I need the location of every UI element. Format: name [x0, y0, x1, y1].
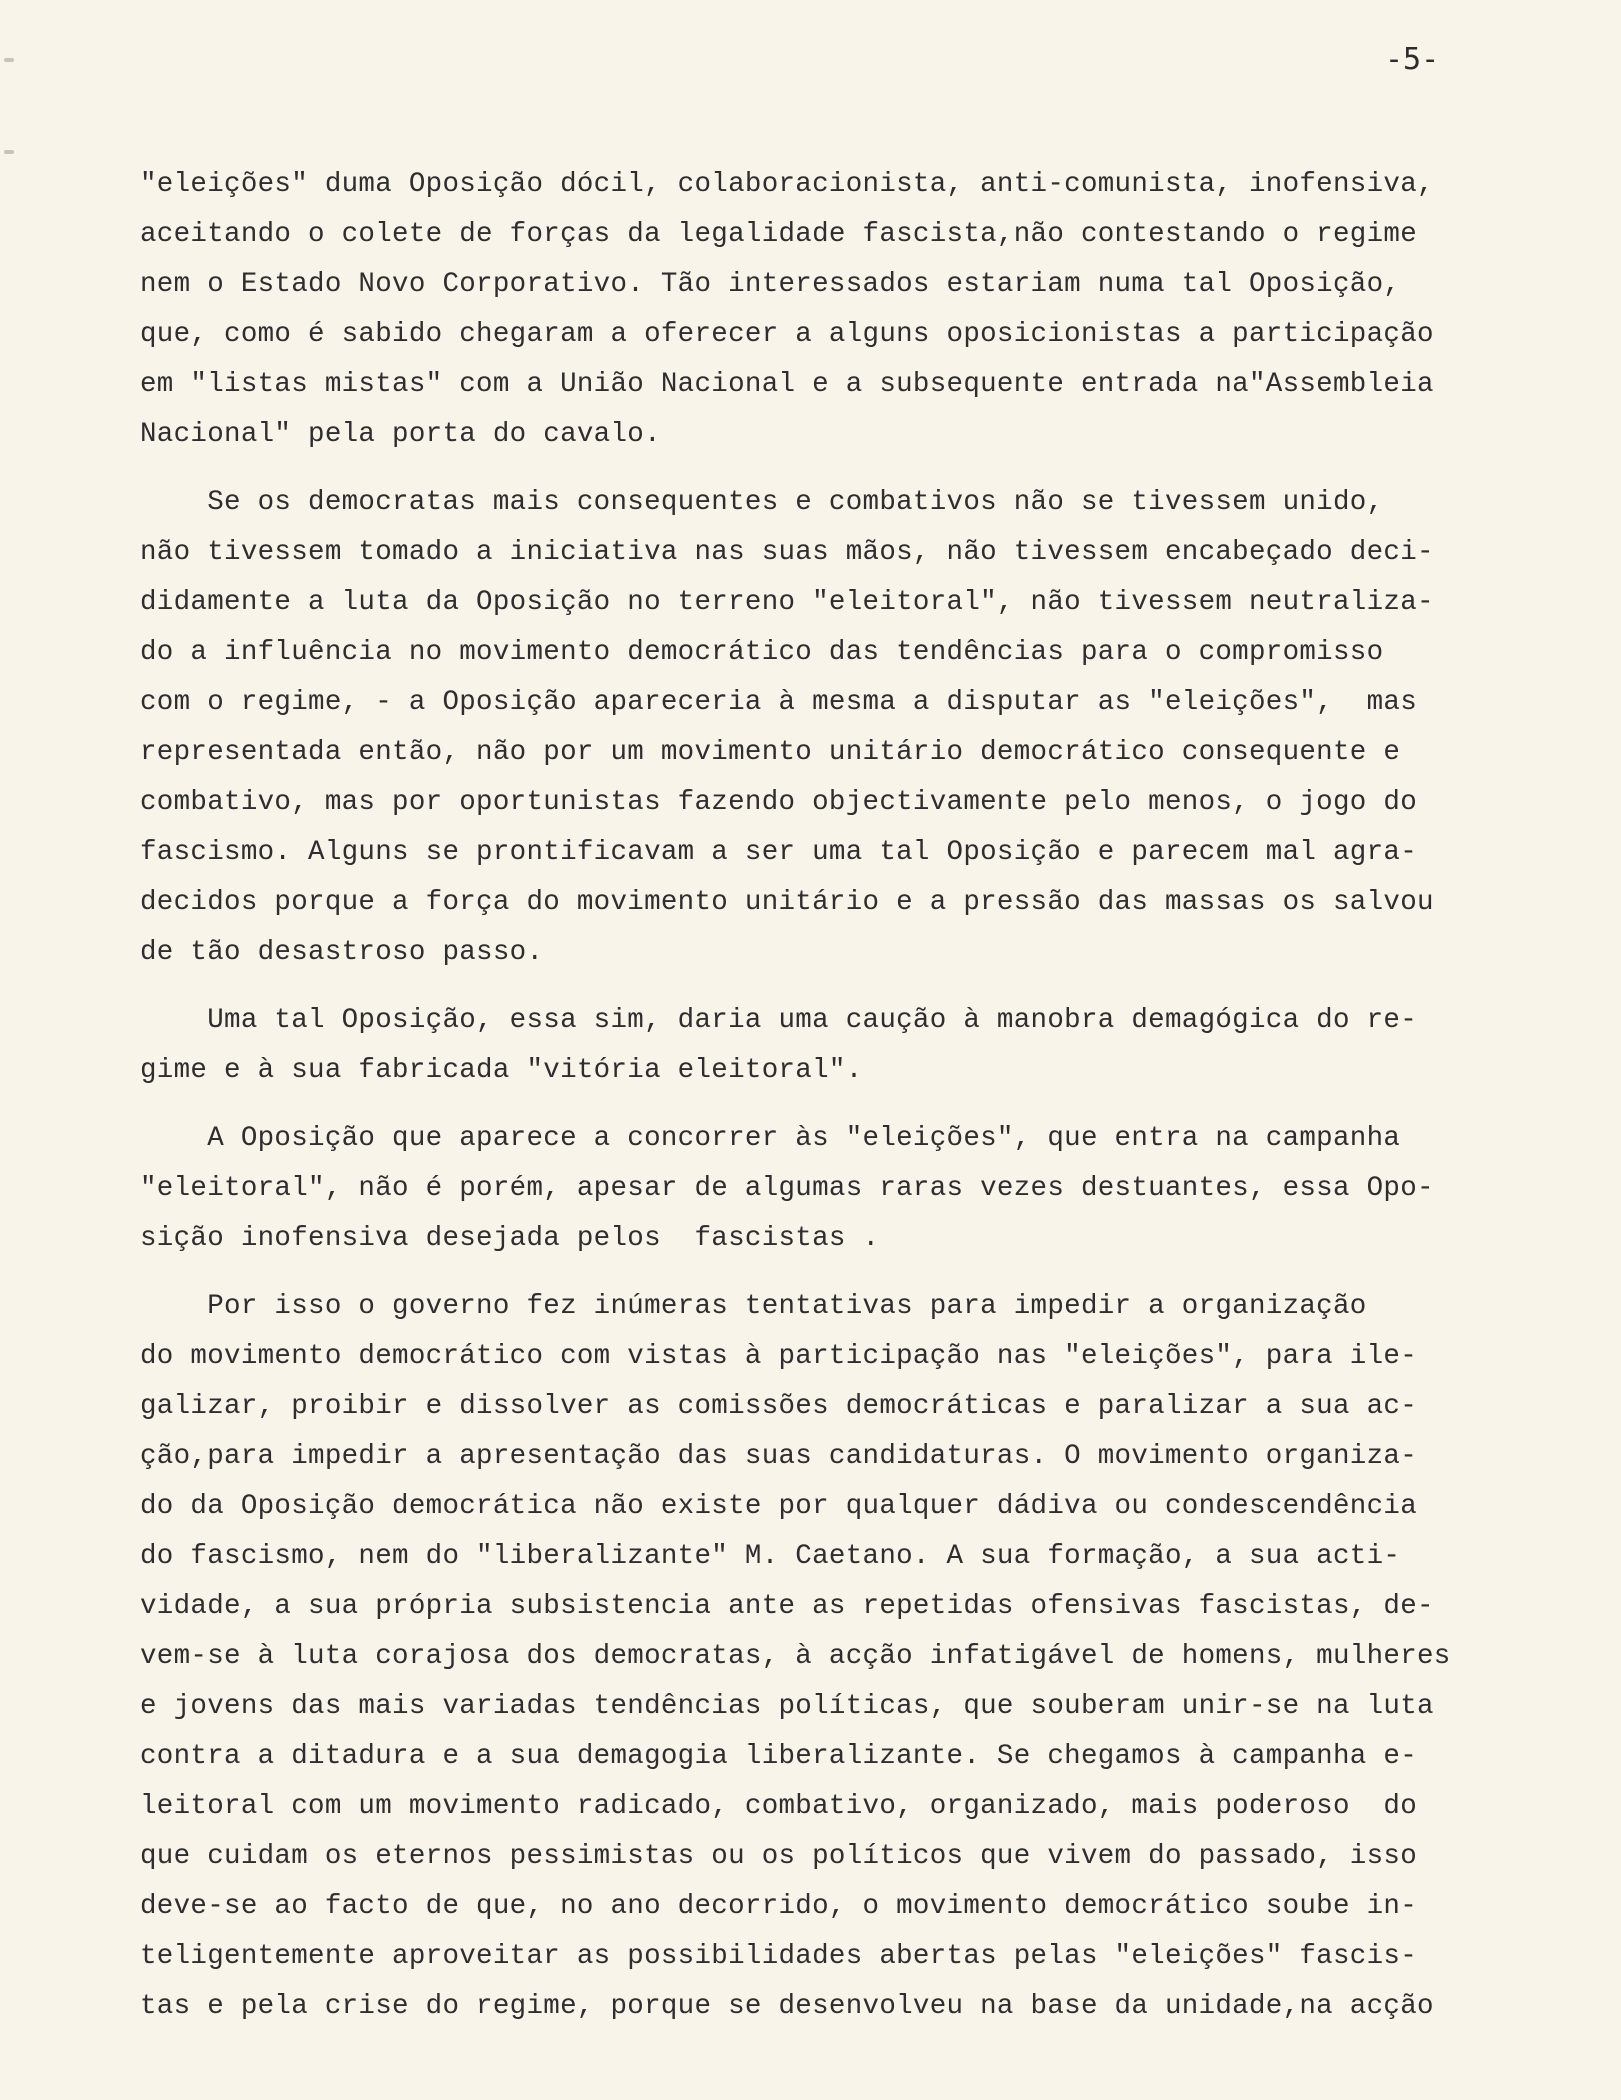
- text-line: Por isso o governo fez inúmeras tentativas para impedir a organização: [140, 1291, 1367, 1322]
- document-body: [140, 160, 1560, 2050]
- text-line: que cuidam os eternos pessimistas ou os políticos que vivem do passado, isso: [140, 1841, 1418, 1872]
- text-line: não tivessem tomado a iniciativa nas suas mãos, não tivessem encabeçado deci-: [140, 537, 1434, 568]
- text-line: gime e à sua fabricada "vitória eleitoral".: [140, 1055, 863, 1086]
- text-line: representada então, não por um movimento unitário democrático consequente e: [140, 737, 1401, 768]
- text-line: deve-se ao facto de que, no ano decorrido, o movimento democrático soube in-: [140, 1891, 1418, 1922]
- text-line: vidade, a sua própria subsistencia ante as repetidas ofensivas fascistas, de-: [140, 1591, 1434, 1622]
- margin-mark: [4, 150, 14, 154]
- text-line: ção,para impedir a apresentação das suas candidaturas. O movimento organiza-: [140, 1441, 1418, 1472]
- text-line: em "listas mistas" com a União Nacional e a subsequente entrada na"Assembleia: [140, 369, 1434, 400]
- text-line: que, como é sabido chegaram a oferecer a alguns oposicionistas a participação: [140, 319, 1434, 350]
- text-line: leitoral com um movimento radicado, combativo, organizado, mais poderoso do: [140, 1791, 1418, 1822]
- page-number: -5-: [1385, 42, 1440, 77]
- text-line: decidos porque a força do movimento unitário e a pressão das massas os salvou: [140, 887, 1434, 918]
- text-line: galizar, proibir e dissolver as comissões democráticas e paralizar a sua ac-: [140, 1391, 1418, 1422]
- text-line: teligentemente aproveitar as possibilidades abertas pelas "eleições" fascis-: [140, 1941, 1418, 1972]
- text-line: "eleições" duma Oposição dócil, colaboracionista, anti-comunista, inofensiva,: [140, 169, 1434, 200]
- text-line: do da Oposição democrática não existe por qualquer dádiva ou condescendência: [140, 1491, 1418, 1522]
- text-line: A Oposição que aparece a concorrer às "eleições", que entra na campanha: [140, 1123, 1401, 1154]
- text-line: Se os democratas mais consequentes e combativos não se tivessem unido,: [140, 487, 1384, 518]
- text-line: do a influência no movimento democrático das tendências para o compromisso: [140, 637, 1384, 668]
- text-line: do movimento democrático com vistas à participação nas "eleições", para ile-: [140, 1341, 1418, 1372]
- paragraph: [140, 478, 1560, 978]
- text-line: do fascismo, nem do "liberalizante" M. Caetano. A sua formação, a sua acti-: [140, 1541, 1401, 1572]
- text-line: didamente a luta da Oposição no terreno "eleitoral", não tivessem neutraliza-: [140, 587, 1434, 618]
- margin-mark: [4, 58, 14, 62]
- text-line: com o regime, - a Oposição apareceria à mesma a disputar as "eleições", mas: [140, 687, 1418, 718]
- paragraph: [140, 1282, 1560, 2032]
- text-line: combativo, mas por oportunistas fazendo objectivamente pelo menos, o jogo do: [140, 787, 1418, 818]
- text-line: Nacional" pela porta do cavalo.: [140, 419, 661, 450]
- text-line: e jovens das mais variadas tendências políticas, que souberam unir-se na luta: [140, 1691, 1434, 1722]
- paragraph: [140, 1114, 1560, 1264]
- paragraph: [140, 996, 1560, 1096]
- text-line: vem-se à luta corajosa dos democratas, à acção infatigável de homens, mulheres: [140, 1641, 1451, 1672]
- text-line: contra a ditadura e a sua demagogia liberalizante. Se chegamos à campanha e-: [140, 1741, 1418, 1772]
- text-line: "eleitoral", não é porém, apesar de algumas raras vezes destuantes, essa Opo-: [140, 1173, 1434, 1204]
- text-line: nem o Estado Novo Corporativo. Tão interessados estariam numa tal Oposição,: [140, 269, 1401, 300]
- text-line: sição inofensiva desejada pelos fascistas .: [140, 1223, 880, 1254]
- paragraph: [140, 160, 1560, 460]
- text-line: Uma tal Oposição, essa sim, daria uma caução à manobra demagógica do re-: [140, 1005, 1418, 1036]
- text-line: fascismo. Alguns se prontificavam a ser uma tal Oposição e parecem mal agra-: [140, 837, 1418, 868]
- text-line: de tão desastroso passo.: [140, 937, 544, 968]
- text-line: aceitando o colete de forças da legalidade fascista,não contestando o regime: [140, 219, 1418, 250]
- text-line: tas e pela crise do regime, porque se desenvolveu na base da unidade,na acção: [140, 1991, 1434, 2022]
